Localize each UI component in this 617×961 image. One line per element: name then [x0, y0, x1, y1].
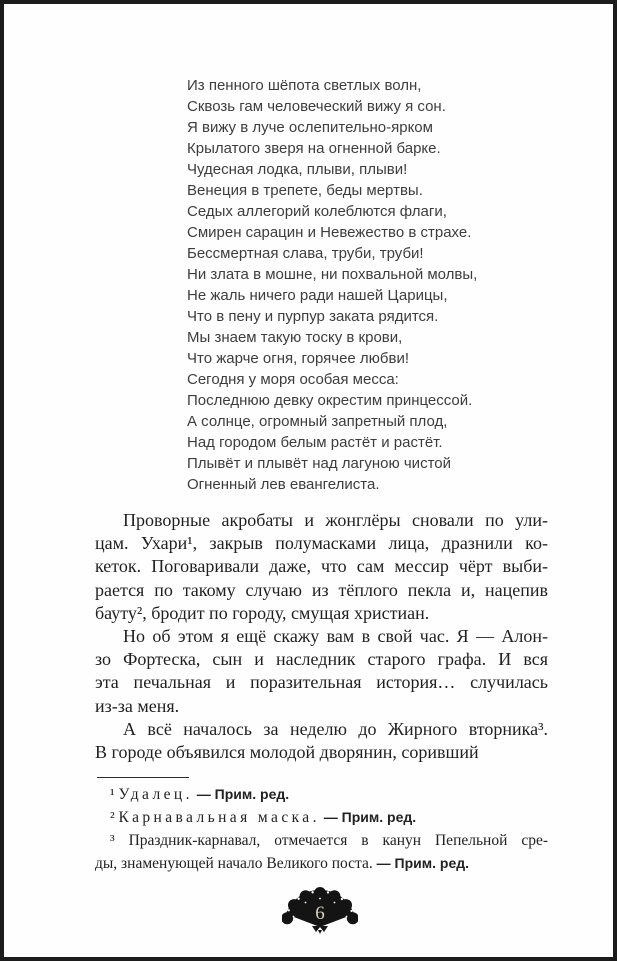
poem-line: Сквозь гам человеческий вижу я сон. — [187, 98, 446, 115]
prose-line: рается по такому случаю из тёплого пекла и, нацепив — [95, 579, 548, 600]
footnote-editor-note: — Прим. ред. — [372, 855, 469, 872]
poem-block — [187, 75, 477, 495]
poem-line: Чудесная лодка, плыви, плыви! — [187, 161, 408, 178]
poem-line: Ни злата в мошне, ни похвальной молвы, — [187, 266, 478, 283]
prose-line: бауту², бродит по городу, смущая христиан. — [95, 602, 430, 623]
page-number: 6 — [315, 903, 325, 924]
footnote-editor-note: — Прим. ред. — [319, 809, 417, 826]
prose-line: В городе объявился молодой дворянин, соривший — [95, 742, 479, 763]
poem-line: Венеция в трепете, беды мертвы. — [187, 182, 423, 199]
poem-line: Огненный лев евангелиста. — [187, 476, 380, 493]
poem-line: Бессмертная слава, труби, труби! — [187, 245, 424, 262]
footnote-text: ³ Праздник-карнавал, отмечается в канун Пепельной сре- — [110, 831, 548, 849]
prose-line: Проворные акробаты и жонглёры сновали по ули- — [123, 510, 548, 530]
footnote-line — [95, 830, 548, 852]
prose-line: эта печальная и поразительная история… случилась — [95, 672, 548, 693]
fan-icon — [282, 886, 358, 934]
footnote-text: Карнавальная маска. — [118, 809, 320, 827]
poem-line: А солнце, огромный запретный плод, — [187, 413, 448, 430]
footnote-separator — [97, 777, 189, 778]
footnote-editor-note: — Прим. ред. — [192, 786, 290, 802]
poem-line: Что в пену и пурпур заката рядится. — [187, 308, 439, 325]
prose-line: из-за меня. — [95, 695, 180, 716]
footnote-text: ² — [110, 809, 119, 827]
prose-line: Но об этом я ещё скажу вам в свой час. Я — Алон- — [123, 626, 548, 647]
prose-line: кеток. Поговаривали даже, что сам мессир чёрт выби- — [95, 556, 548, 577]
prose-line: цам. Ухари¹, закрыв полумасками лица, дразнили ко- — [95, 533, 548, 554]
poem-line: Последнюю девку окрестим принцессой. — [187, 392, 473, 409]
poem-line: Сегодня у моря особая месса: — [187, 371, 399, 388]
poem-line: Плывёт и плывёт над лагуною чистой — [187, 455, 451, 472]
footnote-text: ды, знаменующей начало Великого поста. — [95, 855, 373, 873]
poem-line: Мы знаем такую тоску в крови, — [187, 329, 403, 346]
footnote-text: ¹ — [110, 786, 119, 803]
footnote-line — [95, 852, 548, 875]
poem-line: Над городом белым растёт и растёт. — [187, 434, 443, 451]
prose-line: А всё началось за неделю до Жирного вторника³. — [123, 718, 548, 739]
poem-line: Крылатого зверя на огненной барке. — [187, 140, 441, 157]
page-number-ornament — [282, 886, 358, 934]
footnote-line — [95, 783, 548, 806]
poem-line: Я вижу в луче ослепительно-ярком — [187, 119, 433, 136]
prose-line: зо Фортеска, сын и наследник старого графа. И вся — [95, 649, 548, 670]
poem-line: Из пенного шёпота светлых волн, — [187, 77, 422, 94]
footnote-text: Удалец. — [118, 786, 193, 803]
poem-line: Не жаль ничего ради нашей Царицы, — [187, 287, 448, 304]
footnote-line — [95, 806, 548, 829]
poem-line: Смирен сарацин и Невежество в страхе. — [187, 224, 472, 241]
poem-line: Что жарче огня, горячее любви! — [187, 350, 410, 367]
prose-block — [95, 509, 548, 764]
footnotes-block — [95, 783, 548, 876]
poem-line: Седых аллегорий колеблются флаги, — [187, 203, 447, 220]
